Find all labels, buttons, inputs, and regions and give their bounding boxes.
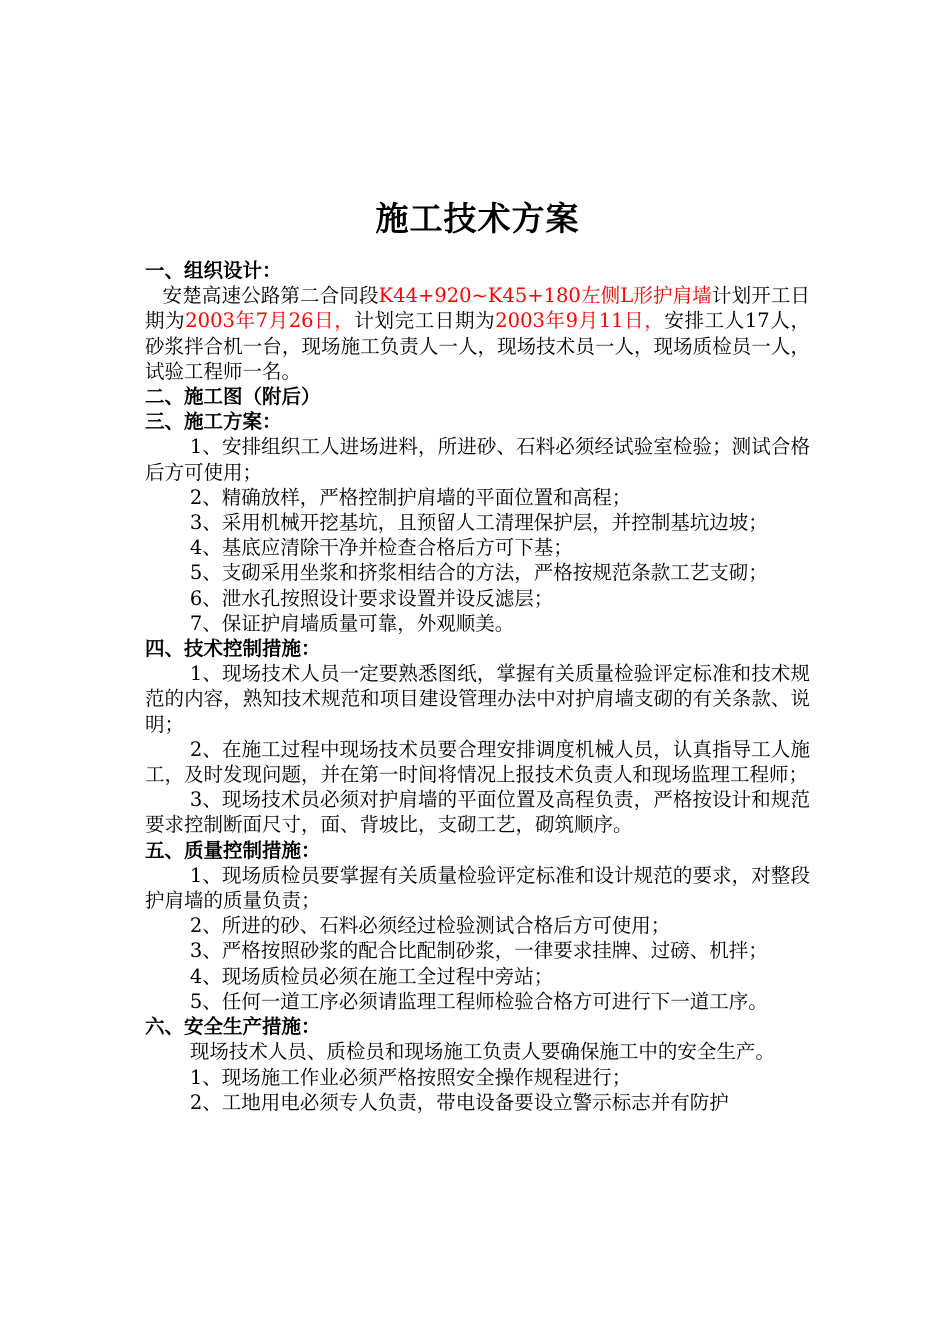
section-heading-drawings: 二、施工图（附后） (145, 385, 321, 409)
quality-item: 4、现场质检员必须在施工全过程中旁站； (189, 964, 554, 988)
technical-item: 1、现场技术人员一定要熟悉图纸，掌握有关质量检验评定标准和技术规范的内容，熟知技术规范和项目建设管理办法中对护肩墙支砌的有关条款、说明； (145, 662, 810, 736)
plan-item: 3、采用机械开挖基坑，且预留人工清理保护层，并控制基坑边坡； (189, 511, 768, 535)
highlight-stake-range: K44+920~K45+180左侧L形护肩墙 (378, 284, 712, 308)
plan-item: 6、泄水孔按照设计要求设置并设反滤层； (189, 586, 554, 610)
highlight-start-date: 2003年7月26日， (185, 309, 355, 333)
section-heading-quality-control: 五、质量控制措施： (145, 838, 321, 862)
document-body (145, 258, 810, 1115)
plan-item: 1、安排组织工人进场进料，所进砂、石料必须经试验室检验；测试合格后方可使用； (145, 435, 810, 484)
technical-item: 2、在施工过程中现场技术员要合理安排调度机械人员，认真指导工人施工，及时发现问题，并在第一时间将情况上报技术负责人和现场监理工程师； (145, 737, 810, 787)
technical-item: 3、现场技术员必须对护肩墙的平面位置及高程负责，严格按设计和规范要求控制断面尺寸，面、背坡比，支砌工艺，砌筑顺序。 (145, 788, 810, 837)
section-heading-technical-control: 四、技术控制措施： (145, 637, 321, 661)
plan-item: 4、基底应清除干净并检查合格后方可下基； (189, 536, 573, 560)
plan-item: 2、精确放样，严格控制护肩墙的平面位置和高程； (189, 485, 632, 509)
highlight-end-date: 2003年9月11日， (495, 309, 665, 333)
text-run: 计划开工日期为 (145, 284, 810, 333)
safety-item: 2、工地用电必须专人负责，带电设备要设立警示标志并有防护 (189, 1090, 729, 1114)
text-run: 计划完工日期为 (354, 309, 496, 333)
quality-item: 5、任何一道工序必须请监理工程师检验合格方可进行下一道工序。 (189, 989, 768, 1013)
section-heading-safety: 六、安全生产措施： (145, 1015, 321, 1039)
text-run: 安楚高速公路第二合同段 (162, 284, 379, 308)
quality-item: 2、所进的砂、石料必须经过检验测试合格后方可使用； (189, 914, 671, 938)
section-heading-organization: 一、组织设计： (145, 259, 282, 282)
document-title: 施工技术方案 (375, 199, 580, 238)
text-run: 安排工人17人，砂浆拌合机一台，现场施工负责人一人，现场技术员一人，现场质检员一人，试验工程师一名。 (145, 309, 810, 383)
organization-paragraph (145, 283, 810, 384)
plan-item: 5、支砌采用坐浆和挤浆相结合的方法，严格按规范条款工艺支砌； (189, 561, 768, 585)
safety-intro: 现场技术人员、质检员和现场施工负责人要确保施工中的安全生产。 (189, 1040, 775, 1064)
plan-item: 7、保证护肩墙质量可靠，外观顺美。 (189, 611, 515, 635)
safety-item: 1、现场施工作业必须严格按照安全操作规程进行； (189, 1065, 632, 1089)
quality-item: 1、现场质检员要掌握有关质量检验评定标准和设计规范的要求，对整段护肩墙的质量负责； (145, 863, 810, 913)
quality-item: 3、严格按照砂浆的配合比配制砂浆，一律要求挂牌、过磅、机拌； (189, 939, 768, 963)
section-heading-construction-plan: 三、施工方案： (145, 410, 282, 434)
